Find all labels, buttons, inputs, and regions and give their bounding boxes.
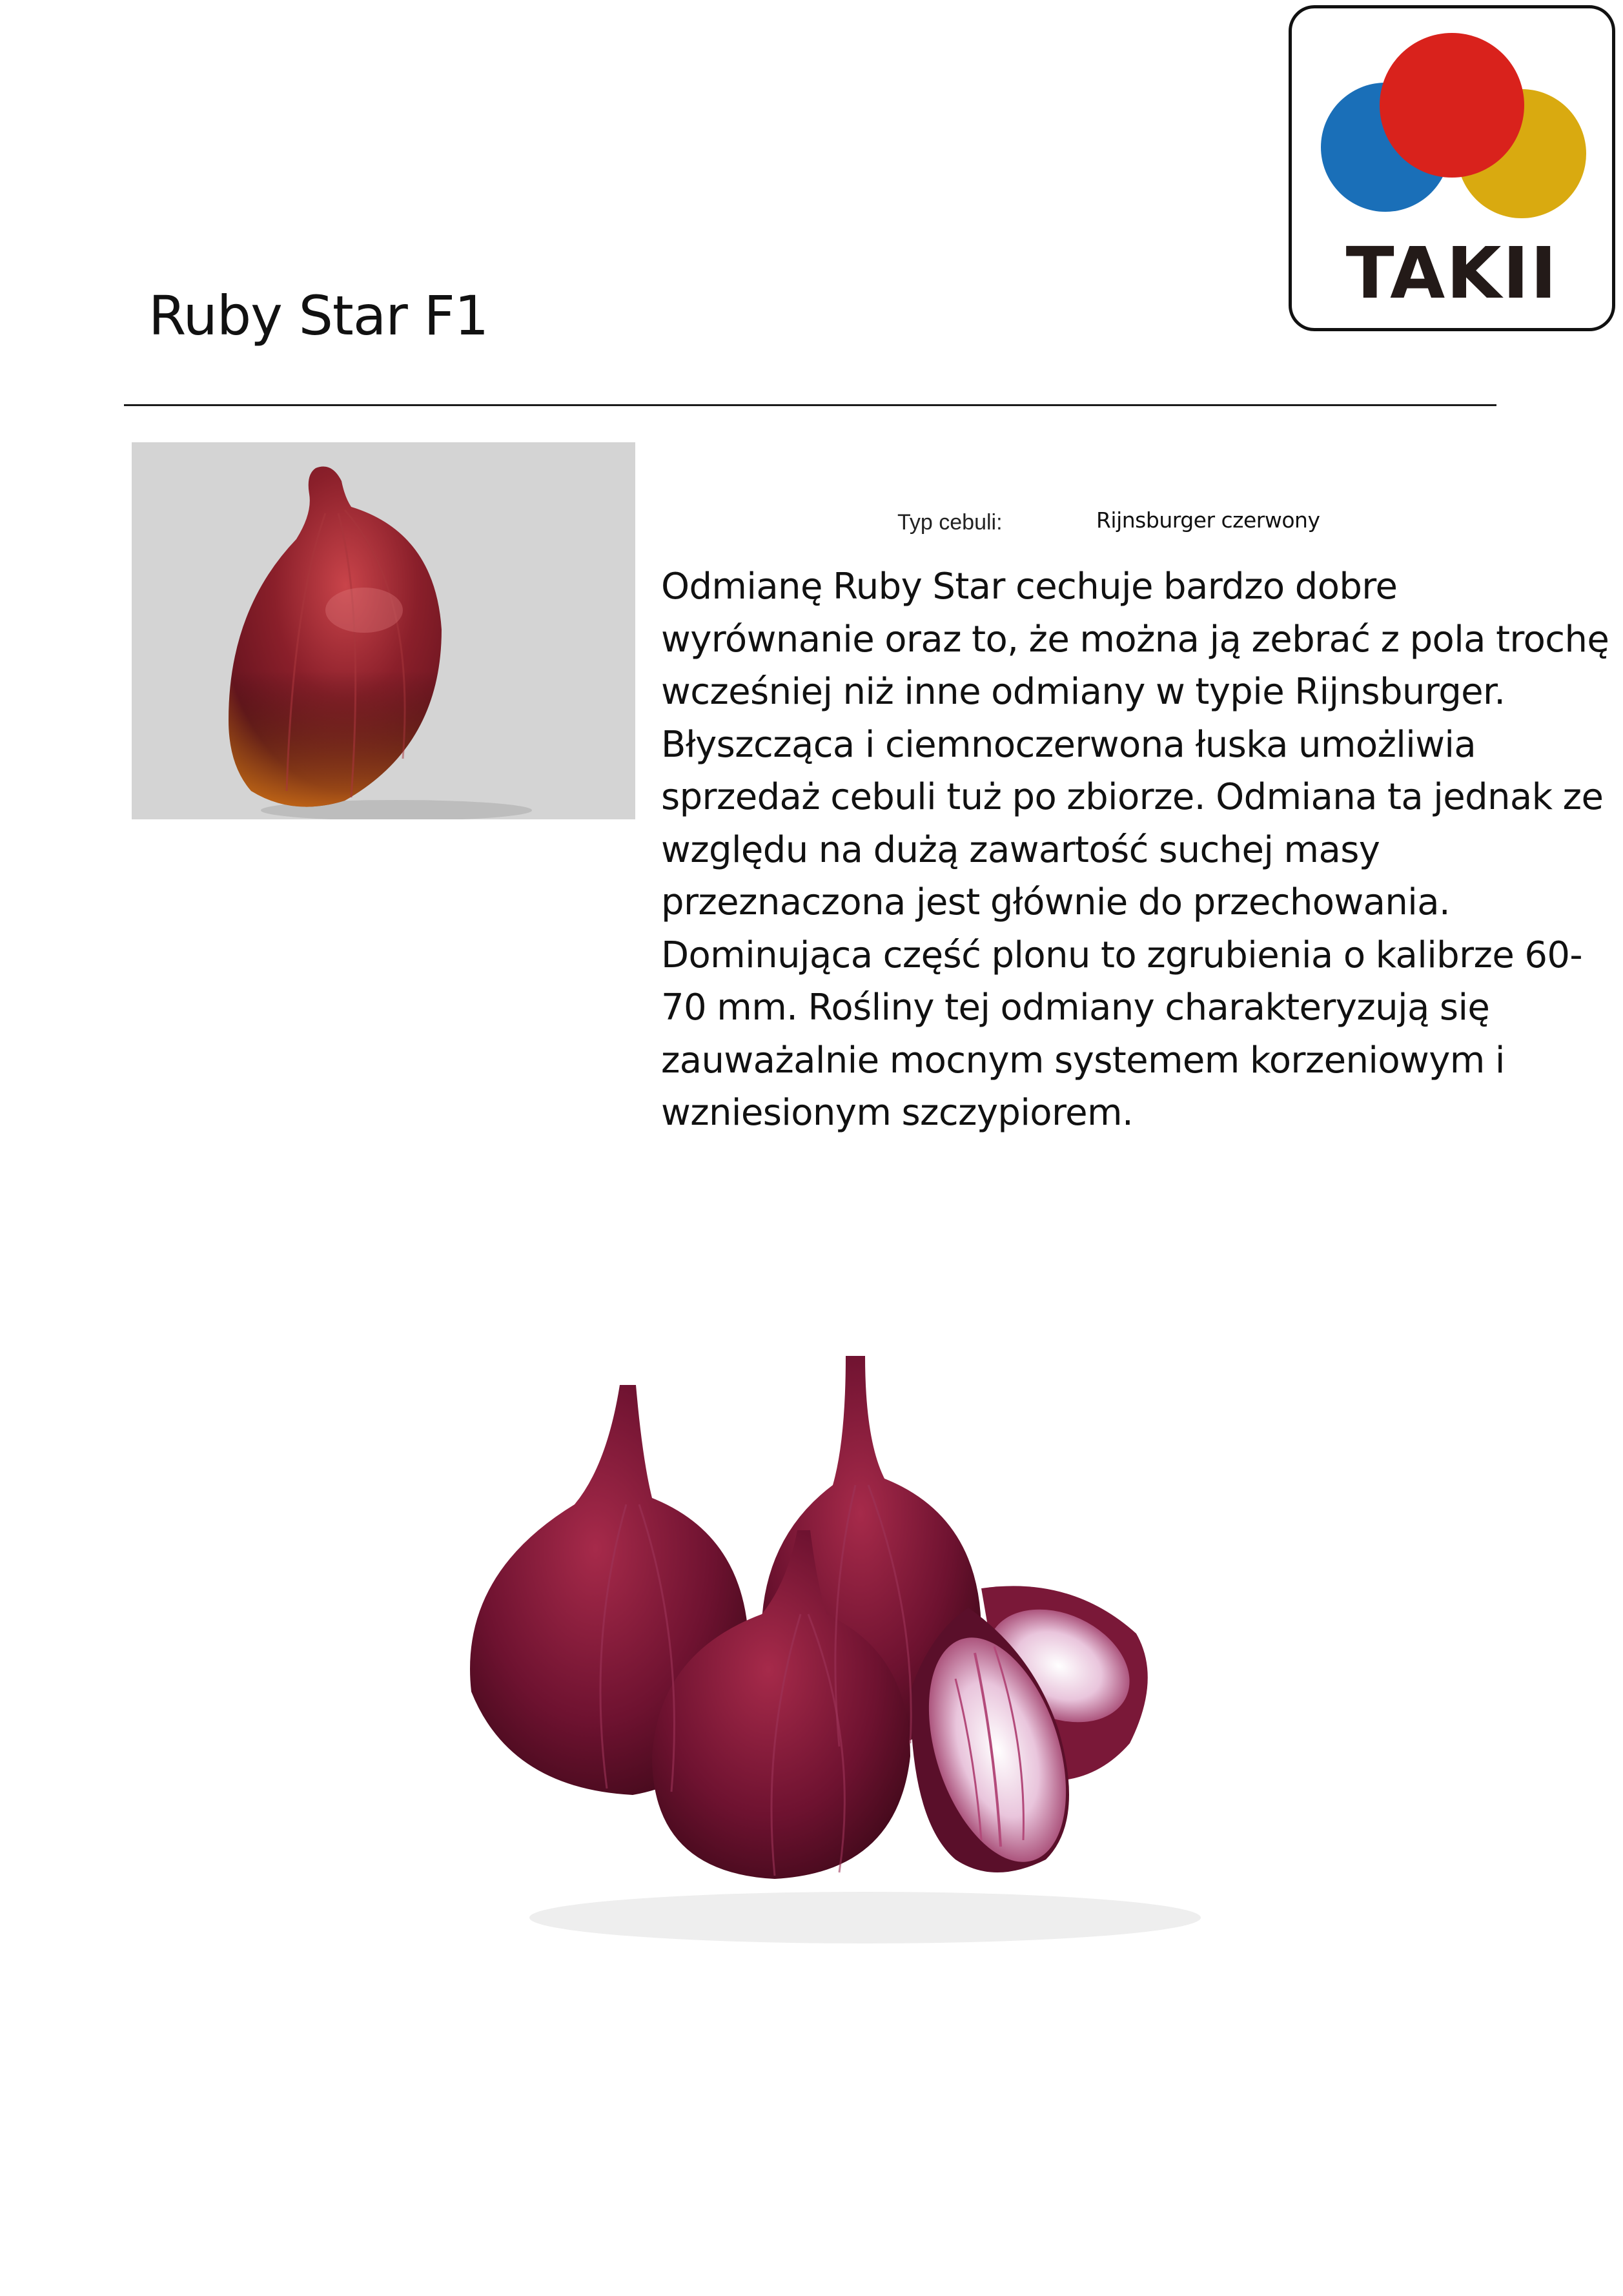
takii-logo: [1289, 5, 1615, 331]
type-value: Rijnsburger czerwony: [1096, 507, 1320, 533]
type-label: Typ cebuli:: [897, 510, 1003, 535]
title-divider: [124, 404, 1496, 406]
logo-text: TAKII: [1345, 232, 1558, 314]
onions-group-photo: [413, 1330, 1317, 1963]
product-description: Odmianę Ruby Star cechuje bardzo dobre wyrównanie oraz to, że można ją zebrać z pola trochę wcześniej niż inne odmiany w typie Rijnsburger. Błyszcząca i ciemnoczerwona łuska umożliwia sprzedaż cebuli tuż po zbiorze. Odmiana ta jednak ze względu na dużą zawartość suchej masy przeznaczona jest głównie do przechowania. Dominująca część plonu to zgrubienia o kalibrze 60-70 mm. Rośliny tej odmiany charakteryzują się zauważalnie mocnym systemem korzeniowym i wzniesionym szczypiorem.: [661, 566, 1609, 1134]
onions-group-icon: [413, 1330, 1317, 1963]
single-onion-photo: [132, 442, 635, 819]
onion-icon: [132, 442, 635, 819]
product-title: Ruby Star F1: [148, 284, 489, 347]
